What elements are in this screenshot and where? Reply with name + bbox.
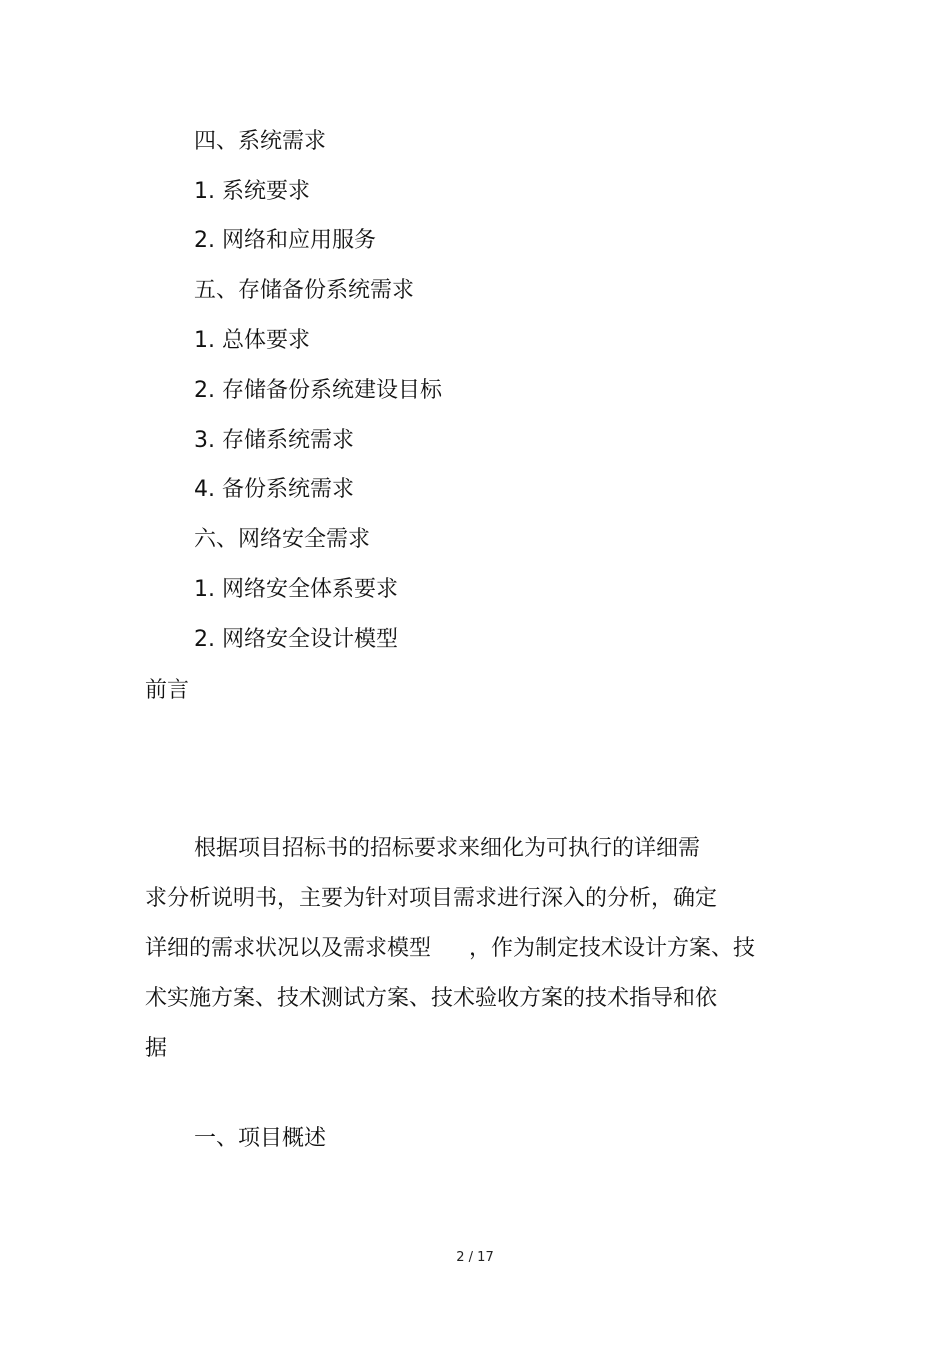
preface-heading: 前言 <box>145 678 190 703</box>
paragraph-line-group <box>145 924 770 974</box>
toc-section-5: 五、存储备份系统需求 <box>194 278 415 303</box>
page-number: 2 / 17 <box>456 1250 494 1265</box>
paragraph-line: 据 <box>145 1036 168 1061</box>
toc-item-5-2: 2. 存储备份系统建设目标 <box>194 378 442 403</box>
paragraph-line: 求分析说明书，主要为针对项目需求进行深入的分析，确定 <box>145 886 718 911</box>
toc-item-5-4: 4. 备份系统需求 <box>194 477 354 502</box>
toc-item-6-2: 2. 网络安全设计模型 <box>194 627 398 652</box>
toc-item-4-1: 1. 系统要求 <box>194 179 310 204</box>
paragraph-line: 详细的需求状况以及需求模型 <box>145 936 432 961</box>
paragraph-line: 根据项目招标书的招标要求来细化为可执行的详细需 <box>194 836 701 861</box>
toc-item-5-1: 1. 总体要求 <box>194 328 310 353</box>
paragraph-line: ，作为制定技术设计方案、技 <box>469 936 756 961</box>
toc-section-6: 六、网络安全需求 <box>194 527 371 552</box>
toc-item-4-2: 2. 网络和应用服务 <box>194 228 376 253</box>
toc-item-5-3: 3. 存储系统需求 <box>194 428 354 453</box>
preface-paragraph <box>145 824 770 1074</box>
toc-item-6-1: 1. 网络安全体系要求 <box>194 577 398 602</box>
paragraph-line: 术实施方案、技术测试方案、技术验收方案的技术指导和依 <box>145 986 718 1011</box>
section-1-heading: 一、项目概述 <box>194 1126 327 1151</box>
toc-section-4: 四、系统需求 <box>194 129 327 154</box>
